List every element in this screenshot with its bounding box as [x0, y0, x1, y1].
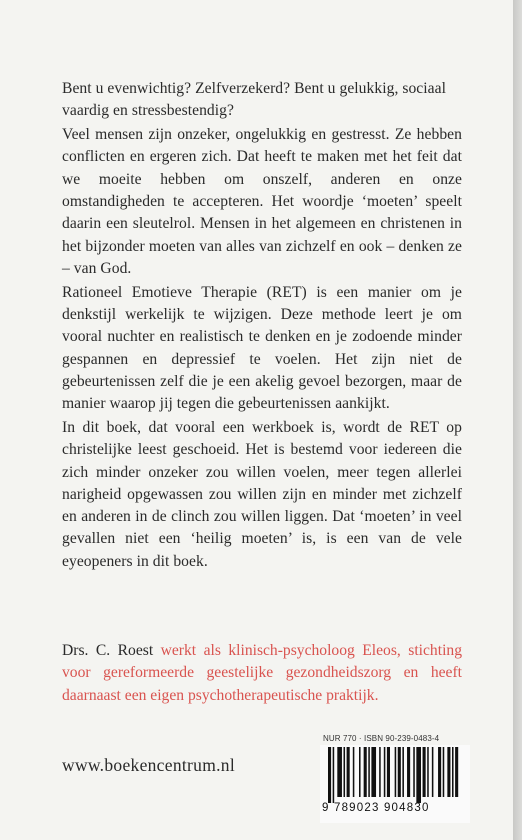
spine-edge	[513, 0, 522, 840]
blurb	[62, 78, 462, 575]
blurb-paragraph: Rationeel Emotieve Therapie (RET) is een manier om je denkstijl werkelijk te wijzigen. Deze methode leert je om vooral nuchter en realistisch te denken en je zodoende minder gespannen en depressief te voelen. Het zijn niet de gebeurtenissen zelf die je een akelig gevoel bezorgen, maar de manier waarop jij tegen die gebeurtenissen aankijkt.	[62, 283, 462, 413]
author-description: werkt als klinisch-psycholoog Eleos, stichting voor gereformeerde geestelijke gezondheidszorg en heeft daarnaast een eigen psychotherapeutische praktijk.	[62, 642, 462, 704]
blurb-paragraph: In dit boek, dat vooral een werkboek is, wordt de RET op christelijke leest geschoeid. Het is bestemd voor iedereen die zich minder onzeker zou willen voelen, meer tegen allerlei narigheid opgewassen zou willen zijn en minder met zichzelf en anderen in de clinch zou willen liggen. Dat ‘moeten’ in veel gevallen niet een ‘heilig moeten’ is, is een van de vele eyeopeners in dit boek.	[62, 418, 462, 570]
barcode-bars	[320, 745, 470, 803]
blurb-paragraph-intro: Bent u evenwichtig? Zelfverzekerd? Bent u gelukkig, sociaal vaardig en stressbestendig?	[62, 80, 446, 120]
publisher-website: www.boekencentrum.nl	[62, 755, 236, 775]
barcode-number: 9 789023 904830	[322, 802, 430, 814]
isbn-line: NUR 770 · ISBN 90-239-0483-4	[323, 734, 440, 743]
blurb-paragraph: Veel mensen zijn onzeker, ongelukkig en gestresst. Ze hebben conflicten en ergeren zich. Dat heeft te maken met het feit dat we moeite hebben om onszelf, anderen en onze omstandigheden te accepteren. Het woordje ‘moeten’ speelt daarin een sleutelrol. Mensen in het algemeen en christenen in het bijzonder moeten van alles van zichzelf en ook – denken ze – van God.	[62, 126, 462, 277]
author-name: Drs. C. Roest	[62, 642, 154, 659]
author-bio	[62, 640, 462, 707]
